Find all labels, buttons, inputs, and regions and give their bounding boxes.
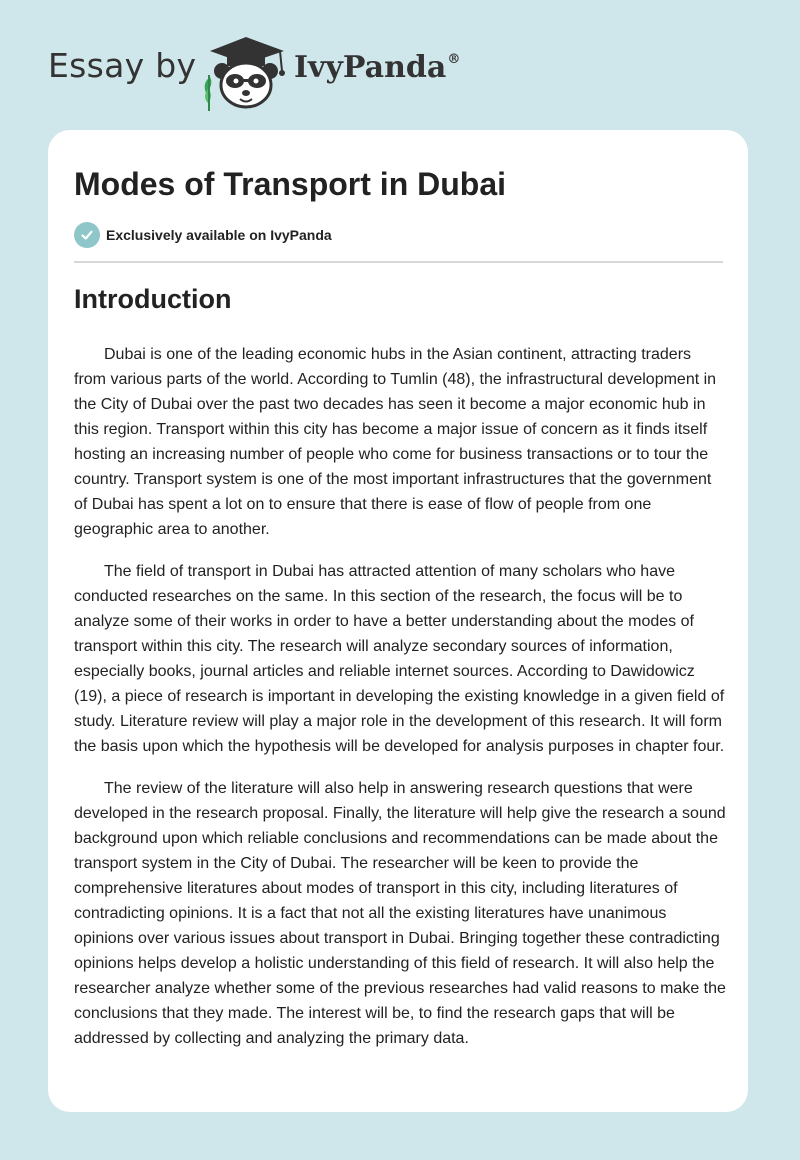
divider [74, 261, 723, 263]
registered-mark: ® [447, 52, 461, 67]
badge-label: Exclusively available on IvyPanda [106, 227, 332, 243]
essay-body [74, 342, 726, 1068]
exclusive-badge [74, 222, 332, 248]
paragraph-3: The review of the literature will also help in answering research questions that were developed in the research proposal. Finally, the literature will help give the research a sound background upon which reliable conclusions and recommendations can be made about the transport system in the City of Dubai. The researcher will be keen to provide the comprehensive literatures about modes of transport in this city, including literatures of contradicting opinions. It is a fact that not all the existing literatures have unanimous opinions over various issues about transport in Dubai. Bringing together these contradicting opinions helps develop a holistic understanding of this field of research. It will also help the researcher analyze whether some of the previous researches had valid reasons to make the conclusions that they made. The interest will be, to find the research gaps that will be addressed by collecting and analyzing the primary data. [74, 780, 726, 1047]
brand-name[interactable] [294, 50, 460, 85]
check-circle-icon [74, 222, 100, 248]
section-heading: Introduction [74, 284, 232, 314]
page-title: Modes of Transport in Dubai [74, 166, 507, 202]
panda-logo-icon[interactable] [200, 33, 292, 113]
essay-card [48, 130, 748, 1112]
site-header [0, 0, 800, 120]
paragraph-2: The field of transport in Dubai has attracted attention of many scholars who have conducted researches on the same. In this section of the research, the focus will be to analyze some of their works in order to have a better understanding about the modes of transport within this city. The research will analyze secondary sources of information, especially books, journal articles and reliable internet sources. According to Dawidowicz (19), a piece of research is important in developing the existing knowledge in a given field of study. Literature review will play a major role in the development of this research. It will form the basis upon which the hypothesis will be developed for analysis purposes in chapter four. [74, 563, 725, 755]
essay-by-label: Essay by [48, 46, 197, 85]
brand-label: IvyPanda [294, 50, 447, 85]
paragraph-1: Dubai is one of the leading economic hubs in the Asian continent, attracting traders from various parts of the world. According to Tumlin (48), the infrastructural development in the City of Dubai over the past two decades has seen it become a major economic hub in this region. Transport within this city has become a major issue of concern as it finds itself hosting an increasing number of people who come for business transactions or to tour the country. Transport system is one of the most important infrastructures that the government of Dubai has spent a lot on to ensure that there is ease of flow of people from one geographic area to another. [74, 346, 717, 538]
